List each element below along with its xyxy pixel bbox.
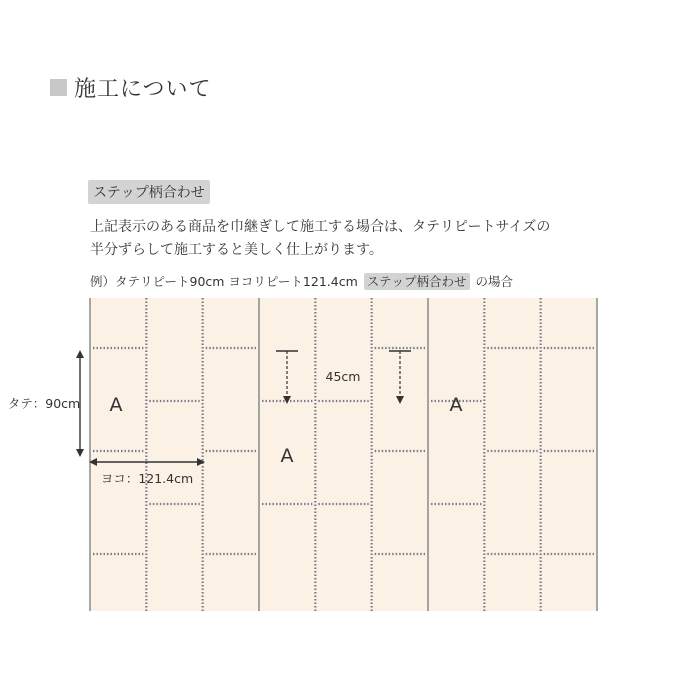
description-line-1: 上記表示のある商品を巾継ぎして施工する場合は、タテリピートサイズの xyxy=(90,219,551,235)
width-label: ヨコ：121.4cm xyxy=(100,471,194,486)
height-label: タテ：90cm xyxy=(7,396,81,411)
height-arrow-bottom-head xyxy=(76,449,84,457)
diagram-background xyxy=(90,298,597,611)
example-badge: ステップ柄合わせ xyxy=(364,273,470,290)
description-line-2: 半分ずらして施工すると美しく仕上がります。 xyxy=(90,242,383,258)
offset-label: 45cm xyxy=(325,369,361,384)
pattern-mark-a-1: A xyxy=(109,394,123,416)
example-prefix: 例）タテリピート90cm ヨコリピート121.4cm xyxy=(90,274,358,289)
pattern-mark-a-2: A xyxy=(280,445,294,467)
height-arrow-top-head xyxy=(76,350,84,358)
pattern-badge: ステップ柄合わせ xyxy=(88,180,210,204)
pattern-mark-a-3: A xyxy=(449,394,463,416)
example-suffix: の場合 xyxy=(475,274,514,289)
section-title: 施工について xyxy=(74,77,212,102)
